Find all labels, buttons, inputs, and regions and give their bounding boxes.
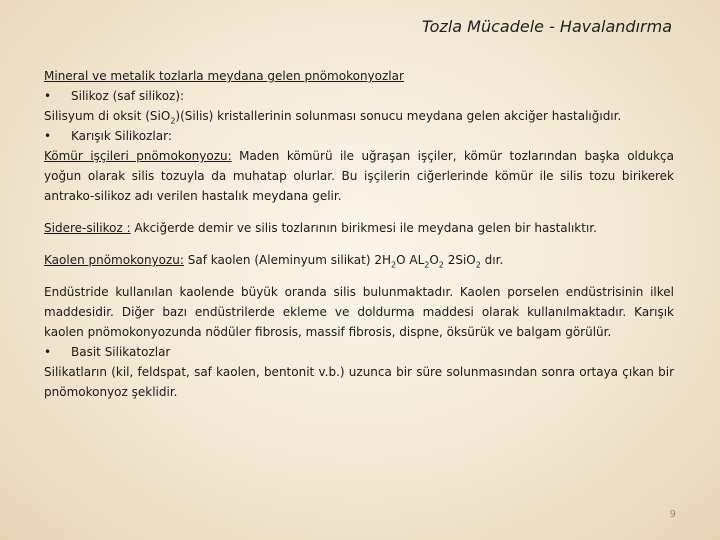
section-heading: Mineral ve metalik tozlarla meydana gelen pnömokonyozlar xyxy=(44,69,404,83)
slide-title: Tozla Mücadele - Havalandırma xyxy=(421,17,672,36)
kaolen-s4: 2 xyxy=(475,260,481,270)
karisik-label: Karışık Silikozlar: xyxy=(71,129,172,143)
bullet-marker: • xyxy=(44,89,52,103)
sidere-text: Akciğerde demir ve silis tozlarının birikmesi ile meydana gelen bir hastalıktır. xyxy=(130,221,597,235)
kaolen-s2: 2 xyxy=(424,260,430,270)
silikoz-desc-sub: 2 xyxy=(170,116,176,126)
komur-term: Kömür işçileri pnömokonyozu: xyxy=(44,149,232,163)
kaolen-s3: 2 xyxy=(438,260,444,270)
page-number: 9 xyxy=(669,509,676,520)
kaolen-paragraph xyxy=(44,250,674,270)
bullet-marker: • xyxy=(44,345,52,359)
kaolen-t3: O xyxy=(429,253,439,267)
kaolen-t4: 2SiO xyxy=(443,253,476,267)
slide-body xyxy=(44,66,674,402)
bullet-basit xyxy=(44,342,674,362)
kaolen-s1: 2 xyxy=(391,260,397,270)
kaolen-t2: O AL xyxy=(396,253,425,267)
kaolen-t1: Saf kaolen (Aleminyum silikat) 2H xyxy=(183,253,391,267)
endustri-paragraph: Endüstride kullanılan kaolende büyük oranda silis bulunmaktadır. Kaolen porselen endüstrisinin ilkel maddesidir. Diğer bazı endüstrilerde ekleme ve doldurma maddesi olarak kullanılmaktadır. Karışık kaolen pnömokonyozunda nödüler fibrosis, massif fibrosis, dispne, öksürük ve balgam görülür. xyxy=(44,285,674,339)
sidere-term: Sidere-silikoz : xyxy=(44,221,131,235)
basit-paragraph: Silikatların (kil, feldspat, saf kaolen, bentonit v.b.) uzunca bir süre solunmasından sonra ortaya çıkan bir pnömokonyoz şeklidir. xyxy=(44,365,674,399)
komur-text: Maden kömürü ile uğraşan işçiler, kömür tozlarından başka oldukça yoğun olarak silis tozuyla da muhatap olurlar. Bu işçilerin ciğerlerinde kömür ile silis tozu birikerek antrako-silikoz adı verilen hastalık meydana gelir. xyxy=(44,149,675,203)
bullet-silikoz xyxy=(44,86,674,106)
sidere-paragraph xyxy=(44,218,674,238)
komur-paragraph xyxy=(44,146,674,206)
kaolen-term: Kaolen pnömokonyozu: xyxy=(44,253,184,267)
bullet-marker: • xyxy=(44,129,52,143)
kaolen-t5: dır. xyxy=(480,253,504,267)
silikoz-label: Silikoz (saf silikoz): xyxy=(71,89,185,103)
basit-label: Basit Silikatozlar xyxy=(71,345,171,359)
silikoz-desc-pre: Silisyum di oksit (SiO xyxy=(44,109,171,123)
silikoz-desc-post: )(Silis) kristallerinin solunması sonucu meydana gelen akciğer hastalığıdır. xyxy=(175,109,622,123)
silikoz-description xyxy=(44,106,674,126)
bullet-karisik xyxy=(44,126,674,146)
